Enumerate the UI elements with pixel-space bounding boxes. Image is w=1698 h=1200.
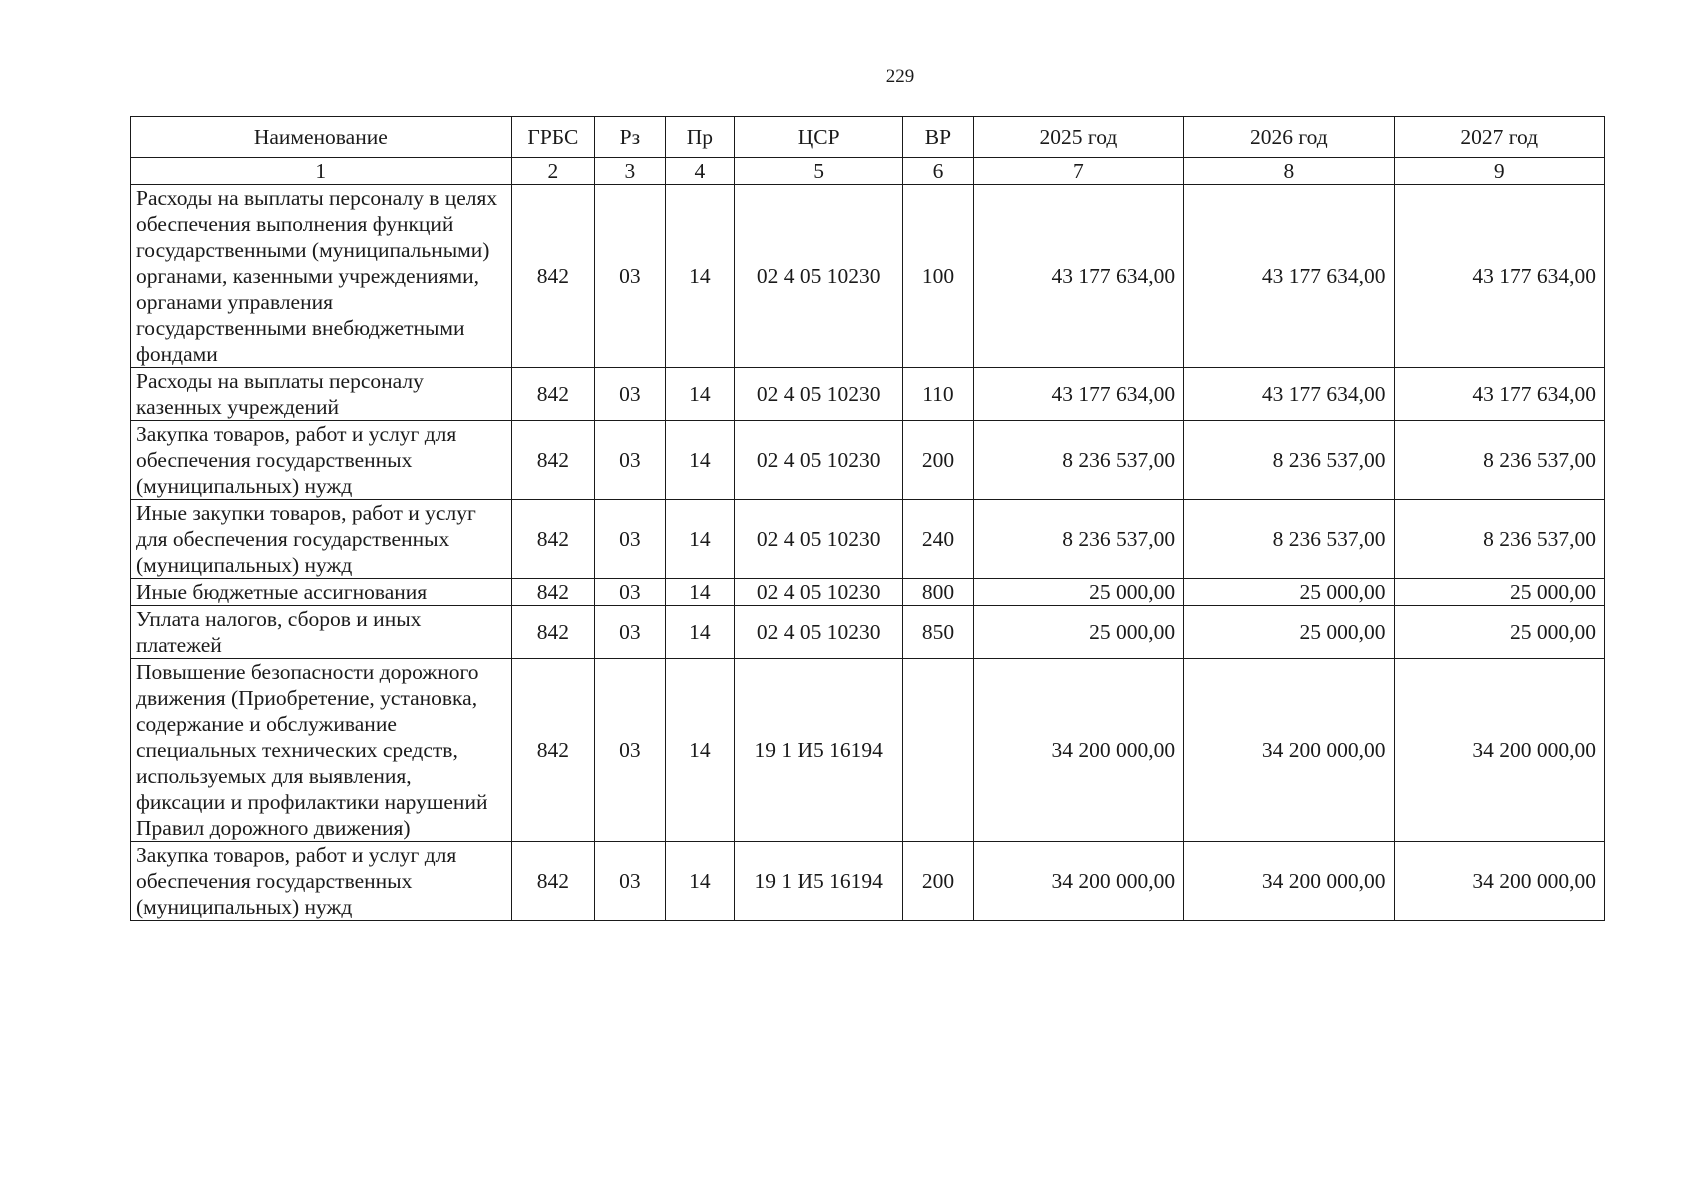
expense-name: Иные бюджетные ассигнования xyxy=(131,579,512,606)
vr-cell: 100 xyxy=(903,185,973,368)
vr-cell: 240 xyxy=(903,500,973,579)
header-cell: 2026 год xyxy=(1184,117,1394,158)
amount-2025: 43 177 634,00 xyxy=(973,185,1183,368)
amount-2027: 8 236 537,00 xyxy=(1394,421,1604,500)
pr-cell: 14 xyxy=(665,500,734,579)
expense-name: Закупка товаров, работ и услуг для обеспечения государственных (муниципальных) нужд xyxy=(131,842,512,921)
amount-2025: 25 000,00 xyxy=(973,579,1183,606)
amount-2025: 43 177 634,00 xyxy=(973,368,1183,421)
rz-cell: 03 xyxy=(595,606,665,659)
rz-cell: 03 xyxy=(595,500,665,579)
vr-cell xyxy=(903,659,973,842)
grbs-cell: 842 xyxy=(511,185,595,368)
column-number: 3 xyxy=(595,158,665,185)
amount-2027: 43 177 634,00 xyxy=(1394,368,1604,421)
header-cell: ГРБС xyxy=(511,117,595,158)
csr-cell: 02 4 05 10230 xyxy=(735,500,903,579)
grbs-cell: 842 xyxy=(511,421,595,500)
grbs-cell: 842 xyxy=(511,842,595,921)
expense-name: Расходы на выплаты персоналу в целях обеспечения выполнения функций государственными (муниципальными) органами, казенными учреждениями, органами управления государственными внебюджетными фондами xyxy=(131,185,512,368)
grbs-cell: 842 xyxy=(511,659,595,842)
column-number: 8 xyxy=(1184,158,1394,185)
amount-2025: 34 200 000,00 xyxy=(973,842,1183,921)
vr-cell: 200 xyxy=(903,842,973,921)
table-row xyxy=(131,842,1605,921)
page-number: 229 xyxy=(885,66,915,87)
column-number: 2 xyxy=(511,158,595,185)
budget-table xyxy=(130,116,1605,921)
header-cell: Пр xyxy=(665,117,734,158)
amount-2026: 43 177 634,00 xyxy=(1184,368,1394,421)
grbs-cell: 842 xyxy=(511,606,595,659)
amount-2026: 34 200 000,00 xyxy=(1184,842,1394,921)
amount-2027: 34 200 000,00 xyxy=(1394,659,1604,842)
expense-name: Уплата налогов, сборов и иных платежей xyxy=(131,606,512,659)
header-row xyxy=(131,117,1605,158)
column-number: 1 xyxy=(131,158,512,185)
rz-cell: 03 xyxy=(595,659,665,842)
column-number: 7 xyxy=(973,158,1183,185)
table-row xyxy=(131,606,1605,659)
column-number-row xyxy=(131,158,1605,185)
amount-2027: 43 177 634,00 xyxy=(1394,185,1604,368)
expense-name: Закупка товаров, работ и услуг для обеспечения государственных (муниципальных) нужд xyxy=(131,421,512,500)
header-cell: Рз xyxy=(595,117,665,158)
csr-cell: 02 4 05 10230 xyxy=(735,185,903,368)
table-row xyxy=(131,659,1605,842)
csr-cell: 02 4 05 10230 xyxy=(735,368,903,421)
rz-cell: 03 xyxy=(595,185,665,368)
expense-name: Иные закупки товаров, работ и услуг для обеспечения государственных (муниципальных) нужд xyxy=(131,500,512,579)
grbs-cell: 842 xyxy=(511,579,595,606)
amount-2025: 34 200 000,00 xyxy=(973,659,1183,842)
header-cell: ЦСР xyxy=(735,117,903,158)
amount-2027: 34 200 000,00 xyxy=(1394,842,1604,921)
column-number: 9 xyxy=(1394,158,1604,185)
amount-2027: 25 000,00 xyxy=(1394,579,1604,606)
expense-name: Расходы на выплаты персоналу казенных учреждений xyxy=(131,368,512,421)
amount-2025: 8 236 537,00 xyxy=(973,421,1183,500)
vr-cell: 850 xyxy=(903,606,973,659)
rz-cell: 03 xyxy=(595,368,665,421)
amount-2026: 8 236 537,00 xyxy=(1184,500,1394,579)
amount-2026: 25 000,00 xyxy=(1184,606,1394,659)
amount-2026: 8 236 537,00 xyxy=(1184,421,1394,500)
csr-cell: 02 4 05 10230 xyxy=(735,421,903,500)
table-row xyxy=(131,421,1605,500)
header-cell: 2025 год xyxy=(973,117,1183,158)
csr-cell: 19 1 И5 16194 xyxy=(735,842,903,921)
expense-name: Повышение безопасности дорожного движения (Приобретение, установка, содержание и обслуживание специальных технических средств, используемых для выявления, фиксации и профилактики нарушений Правил дорожного движения) xyxy=(131,659,512,842)
pr-cell: 14 xyxy=(665,659,734,842)
rz-cell: 03 xyxy=(595,579,665,606)
table-row xyxy=(131,579,1605,606)
pr-cell: 14 xyxy=(665,421,734,500)
amount-2026: 43 177 634,00 xyxy=(1184,185,1394,368)
vr-cell: 200 xyxy=(903,421,973,500)
amount-2027: 25 000,00 xyxy=(1394,606,1604,659)
pr-cell: 14 xyxy=(665,185,734,368)
table-row xyxy=(131,368,1605,421)
header-cell: ВР xyxy=(903,117,973,158)
table-row xyxy=(131,500,1605,579)
vr-cell: 800 xyxy=(903,579,973,606)
table-row xyxy=(131,185,1605,368)
column-number: 4 xyxy=(665,158,734,185)
rz-cell: 03 xyxy=(595,842,665,921)
pr-cell: 14 xyxy=(665,606,734,659)
amount-2025: 25 000,00 xyxy=(973,606,1183,659)
amount-2026: 34 200 000,00 xyxy=(1184,659,1394,842)
amount-2025: 8 236 537,00 xyxy=(973,500,1183,579)
pr-cell: 14 xyxy=(665,368,734,421)
amount-2026: 25 000,00 xyxy=(1184,579,1394,606)
csr-cell: 19 1 И5 16194 xyxy=(735,659,903,842)
grbs-cell: 842 xyxy=(511,368,595,421)
column-number: 5 xyxy=(735,158,903,185)
pr-cell: 14 xyxy=(665,842,734,921)
vr-cell: 110 xyxy=(903,368,973,421)
amount-2027: 8 236 537,00 xyxy=(1394,500,1604,579)
rz-cell: 03 xyxy=(595,421,665,500)
grbs-cell: 842 xyxy=(511,500,595,579)
header-cell: Наименование xyxy=(131,117,512,158)
csr-cell: 02 4 05 10230 xyxy=(735,606,903,659)
column-number: 6 xyxy=(903,158,973,185)
csr-cell: 02 4 05 10230 xyxy=(735,579,903,606)
pr-cell: 14 xyxy=(665,579,734,606)
header-cell: 2027 год xyxy=(1394,117,1604,158)
